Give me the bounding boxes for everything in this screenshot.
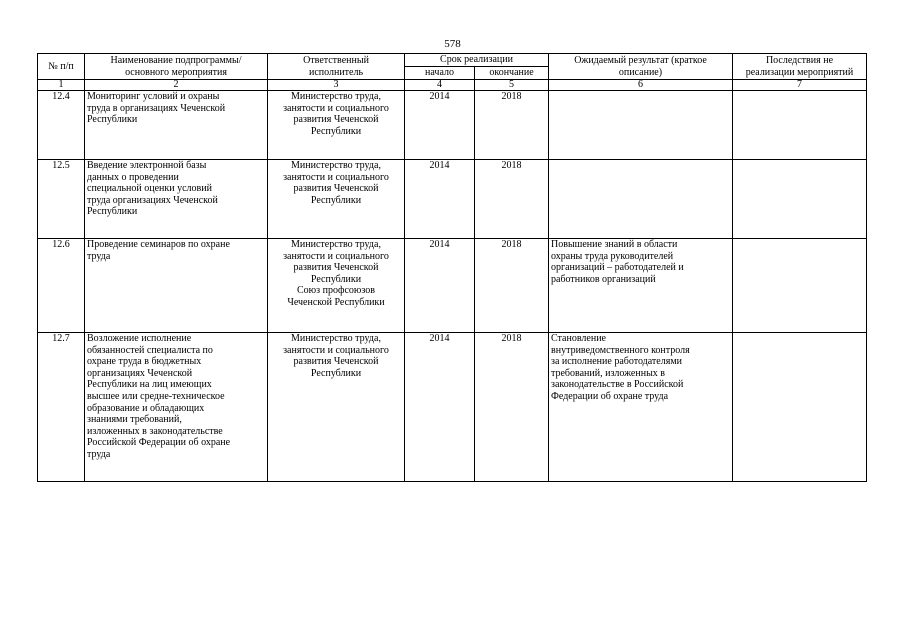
header-start: начало [405,67,475,80]
row-number: 12.4 [38,91,85,160]
row-start: 2014 [405,239,475,333]
table-row [38,333,867,482]
row-executor: Министерство труда, занятости и социального развития Чеченской Республики [268,91,405,160]
row-number: 12.7 [38,333,85,482]
row-end: 2018 [475,91,549,160]
row-number: 12.5 [38,160,85,239]
row-start: 2014 [405,91,475,160]
row-name: Проведение семинаров по охране труда [85,239,268,333]
row-end: 2018 [475,239,549,333]
col-number: 5 [475,80,549,91]
header-period: Срок реализации [405,54,549,67]
col-number: 3 [268,80,405,91]
header-num: № п/п [38,54,85,80]
row-name: Возложение исполнение обязанностей специалиста по охране труда в бюджетных организациях Чеченской Республики на лиц имеющих высшее или средне-техническое образование и обладающих знаниями требований, изложенных в законодательстве Российской Федерации об охране труда [85,333,268,482]
header-numbers-row [38,80,867,91]
row-result: Повышение знаний в области охраны труда руководителей организаций – работодателей и работников организаций [549,239,733,333]
row-result [549,91,733,160]
col-number: 6 [549,80,733,91]
row-name: Мониторинг условий и охраны труда в организациях Чеченской Республики [85,91,268,160]
row-executor: Министерство труда, занятости и социального развития Чеченской Республики [268,333,405,482]
table-row [38,239,867,333]
col-number: 2 [85,80,268,91]
row-consequence [733,239,867,333]
row-end: 2018 [475,160,549,239]
row-executor: Министерство труда, занятости и социального развития Чеченской Республики [268,160,405,239]
row-number: 12.6 [38,239,85,333]
table-row [38,91,867,160]
row-result [549,160,733,239]
page-number: 578 [444,38,461,50]
row-start: 2014 [405,160,475,239]
header-end: окончание [475,67,549,80]
row-consequence [733,333,867,482]
col-number: 7 [733,80,867,91]
row-name: Введение электронной базы данных о проведении специальной оценки условий труда организациях Чеченской Республики [85,160,268,239]
table-row [38,160,867,239]
row-start: 2014 [405,333,475,482]
row-executor: Министерство труда, занятости и социального развития Чеченской Республики Союз профсоюзов Чеченской Республики [268,239,405,333]
col-number: 1 [38,80,85,91]
header-consequence: Последствия не реализации мероприятий [733,54,867,80]
activities-table [37,53,867,482]
header-name: Наименование подпрограммы/ основного мероприятия [85,54,268,80]
header-row-1 [38,54,867,67]
row-end: 2018 [475,333,549,482]
row-result: Становление внутриведомственного контроля за исполнение работодателями требований, изложенных в законодательстве в Российской Федерации об охране труда [549,333,733,482]
col-number: 4 [405,80,475,91]
row-consequence [733,160,867,239]
header-result: Ожидаемый результат (краткое описание) [549,54,733,80]
header-executor: Ответственный исполнитель [268,54,405,80]
row-consequence [733,91,867,160]
